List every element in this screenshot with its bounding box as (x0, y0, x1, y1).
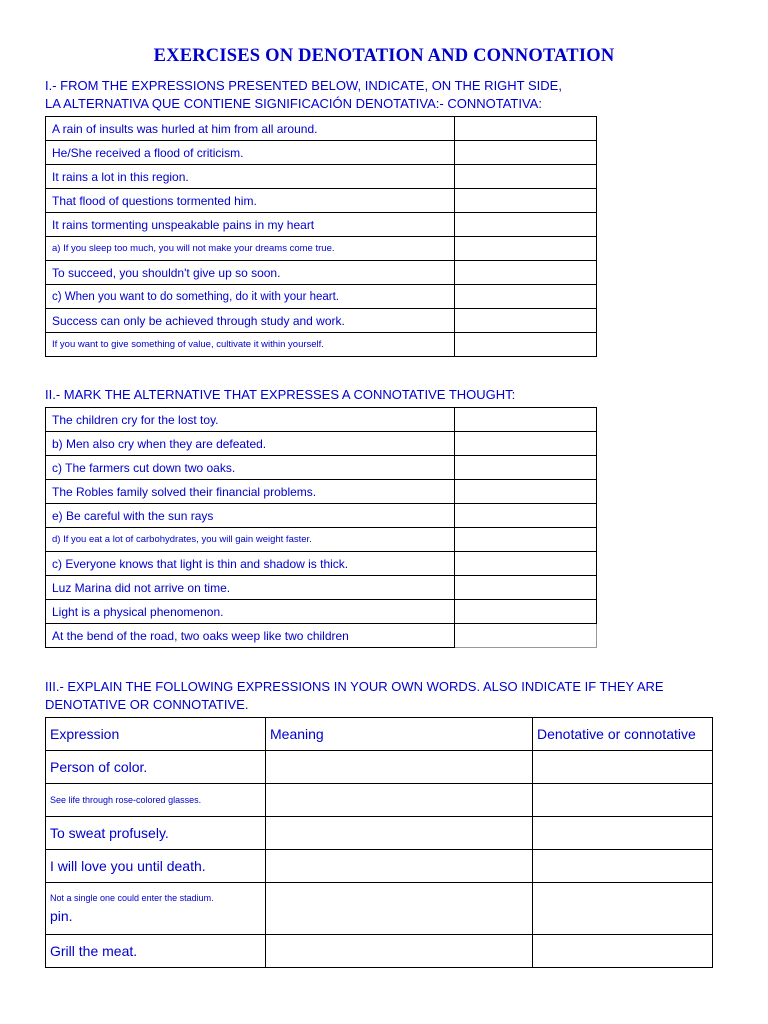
section1-table (45, 116, 597, 357)
question-cell: b) Men also cry when they are defeated. (46, 432, 455, 456)
question-cell: The children cry for the lost toy. (46, 408, 455, 432)
section3-heading-line2: DENOTATIVE OR CONNOTATIVE. (45, 697, 249, 712)
answer-cell[interactable] (455, 213, 597, 237)
table-header-row (46, 718, 713, 751)
section1-heading (45, 77, 562, 113)
page-title: EXERCISES ON DENOTATION AND CONNOTATION (153, 46, 615, 66)
question-cell: At the bend of the road, two oaks weep like two children (46, 624, 455, 648)
section2-heading: II.- MARK THE ALTERNATIVE THAT EXPRESSES A CONNOTATIVE THOUGHT: (45, 387, 516, 402)
section1-heading-line2: LA ALTERNATIVA QUE CONTIENE SIGNIFICACIÓN DENOTATIVA:- CONNOTATIVA: (45, 96, 542, 111)
table-row (46, 309, 597, 333)
answer-cell[interactable] (455, 480, 597, 504)
question-cell: c) When you want to do something, do it with your heart. (46, 285, 455, 309)
question-cell: That flood of questions tormented him. (46, 189, 455, 213)
type-cell[interactable] (533, 817, 713, 850)
type-cell[interactable] (533, 751, 713, 784)
expression-cell: Grill the meat. (46, 935, 266, 968)
expression-cell: Person of color. (46, 751, 266, 784)
table-row (46, 576, 597, 600)
question-cell: d) If you eat a lot of carbohydrates, you will gain weight faster. (46, 528, 455, 552)
answer-cell[interactable] (455, 261, 597, 285)
type-cell[interactable] (533, 850, 713, 883)
question-cell: c) The farmers cut down two oaks. (46, 456, 455, 480)
question-cell: Luz Marina did not arrive on time. (46, 576, 455, 600)
section2-table (45, 407, 597, 648)
answer-cell[interactable] (455, 528, 597, 552)
table-row (46, 751, 713, 784)
section3-heading (45, 678, 664, 714)
table-row (46, 333, 597, 357)
table-row (46, 850, 713, 883)
question-cell: He/She received a flood of criticism. (46, 141, 455, 165)
meaning-cell[interactable] (266, 883, 533, 935)
section3-heading-line1: III.- EXPLAIN THE FOLLOWING EXPRESSIONS IN YOUR OWN WORDS. ALSO INDICATE IF THEY ARE (45, 679, 664, 694)
question-cell: a) If you sleep too much, you will not make your dreams come true. (46, 237, 455, 261)
answer-cell[interactable] (455, 117, 597, 141)
type-cell[interactable] (533, 784, 713, 817)
table-row (46, 237, 597, 261)
question-cell: It rains a lot in this region. (46, 165, 455, 189)
answer-cell[interactable] (455, 285, 597, 309)
table-row (46, 456, 597, 480)
column-header-type: Denotative or connotative (533, 718, 713, 751)
table-row (46, 117, 597, 141)
table-row (46, 883, 713, 935)
answer-cell[interactable] (455, 165, 597, 189)
table-row (46, 165, 597, 189)
question-cell: e) Be careful with the sun rays (46, 504, 455, 528)
answer-cell[interactable] (455, 309, 597, 333)
section1-heading-line1: I.- FROM THE EXPRESSIONS PRESENTED BELOW, INDICATE, ON THE RIGHT SIDE, (45, 78, 562, 93)
table-row (46, 504, 597, 528)
meaning-cell[interactable] (266, 784, 533, 817)
answer-cell[interactable] (455, 624, 597, 648)
question-cell: Light is a physical phenomenon. (46, 600, 455, 624)
table-row (46, 213, 597, 237)
table-row (46, 935, 713, 968)
question-cell: It rains tormenting unspeakable pains in my heart (46, 213, 455, 237)
expression-cell (46, 883, 266, 935)
question-cell: A rain of insults was hurled at him from all around. (46, 117, 455, 141)
table-row (46, 141, 597, 165)
answer-cell[interactable] (455, 504, 597, 528)
column-header-expression: Expression (46, 718, 266, 751)
table-row (46, 189, 597, 213)
meaning-cell[interactable] (266, 817, 533, 850)
table-row (46, 600, 597, 624)
meaning-cell[interactable] (266, 850, 533, 883)
table-row (46, 624, 597, 648)
answer-cell[interactable] (455, 456, 597, 480)
question-cell: If you want to give something of value, cultivate it within yourself. (46, 333, 455, 357)
table-row (46, 408, 597, 432)
expression-text-continued: pin. (50, 908, 73, 924)
meaning-cell[interactable] (266, 935, 533, 968)
table-row (46, 261, 597, 285)
section3-table (45, 717, 713, 968)
question-cell: The Robles family solved their financial problems. (46, 480, 455, 504)
answer-cell[interactable] (455, 432, 597, 456)
expression-cell: See life through rose-colored glasses. (46, 784, 266, 817)
question-cell: Success can only be achieved through study and work. (46, 309, 455, 333)
answer-cell[interactable] (455, 141, 597, 165)
answer-cell[interactable] (455, 552, 597, 576)
column-header-meaning: Meaning (266, 718, 533, 751)
meaning-cell[interactable] (266, 751, 533, 784)
question-cell: To succeed, you shouldn't give up so soon. (46, 261, 455, 285)
type-cell[interactable] (533, 883, 713, 935)
expression-cell: To sweat profusely. (46, 817, 266, 850)
table-row (46, 817, 713, 850)
answer-cell[interactable] (455, 600, 597, 624)
table-row (46, 528, 597, 552)
answer-cell[interactable] (455, 408, 597, 432)
table-row (46, 784, 713, 817)
answer-cell[interactable] (455, 333, 597, 357)
answer-cell[interactable] (455, 189, 597, 213)
question-cell: c) Everyone knows that light is thin and shadow is thick. (46, 552, 455, 576)
answer-cell[interactable] (455, 237, 597, 261)
table-row (46, 552, 597, 576)
answer-cell[interactable] (455, 576, 597, 600)
table-row (46, 480, 597, 504)
type-cell[interactable] (533, 935, 713, 968)
expression-text: Not a single one could enter the stadium. (50, 893, 214, 903)
table-row (46, 285, 597, 309)
table-row (46, 432, 597, 456)
expression-cell: I will love you until death. (46, 850, 266, 883)
